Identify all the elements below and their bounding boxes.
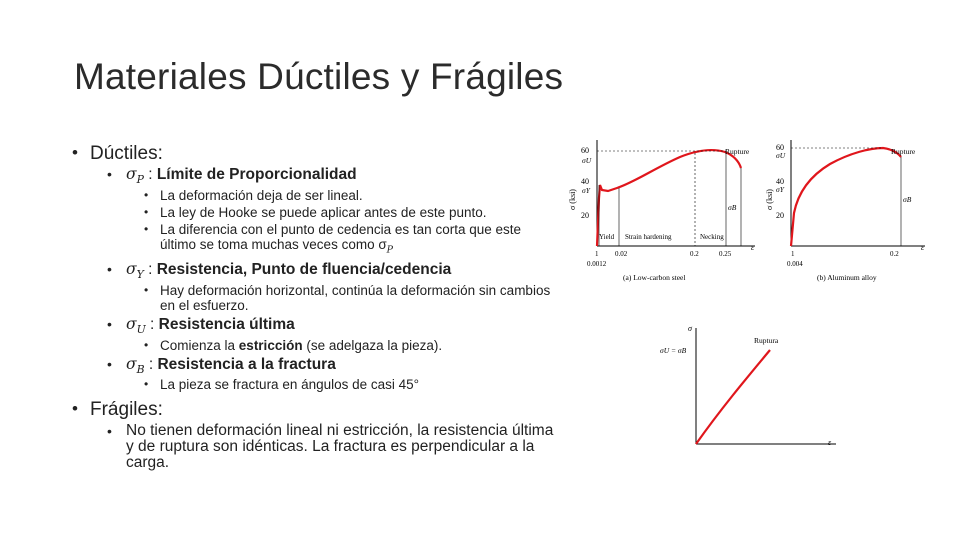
a-xtick-origin: 1: [595, 250, 599, 258]
figure-low-carbon-steel: [565, 138, 760, 288]
bullet-u-1: • Comienza la estricción (se adelgaza la pieza).: [70, 338, 560, 353]
a-ytick-20: 20: [581, 211, 589, 220]
bullet-p-3: • La diferencia con el punto de cedencia es tan corta que este último se toma muchas veces como $\sigma_P$: [70, 222, 560, 258]
b-caption: (b) Aluminum alloy: [817, 273, 877, 282]
c-rupture-label: Ruptura: [754, 336, 779, 345]
c-xaxis-label: ε: [828, 438, 832, 447]
bullet-b-1: • La pieza se fractura en ángulos de casi 45°: [70, 377, 560, 392]
a-ytick-40: 40: [581, 177, 589, 186]
a-xtick-02: 0.2: [690, 250, 699, 258]
b-xaxis-label: ε: [921, 243, 925, 252]
a-rupture-label: Rupture: [725, 147, 750, 156]
a-ytick-60: 60: [581, 146, 589, 155]
sigma-p-text: Límite de Proporcionalidad: [156, 166, 357, 183]
b-ytick-60: 60: [776, 143, 784, 152]
a-xaxis-label: ε: [751, 243, 755, 252]
fragiles-label: Frágiles:: [90, 399, 163, 421]
sigma-u-symbol: $\sigma_U$: [126, 314, 146, 336]
bullet-sigma-u: • $\sigma_U$ : Resistencia última: [70, 317, 560, 336]
b-xtick-origin: 1: [791, 250, 795, 258]
a-sym-u: σU: [582, 156, 592, 165]
c-yaxis-label: σ: [688, 324, 692, 333]
ductiles-label: Dúctiles:: [90, 143, 163, 164]
a-yaxis-label: σ (ksi): [568, 189, 577, 210]
bullet-sigma-y: • $\sigma_Y$ : Resistencia, Punto de fluencia/cedencia: [70, 262, 560, 281]
b-sym-u: σU: [776, 151, 786, 160]
a-region-necking: Necking: [700, 233, 724, 241]
a-region-strain: Strain hardening: [625, 233, 672, 241]
a-caption: (a) Low-carbon steel: [623, 273, 686, 282]
figure-brittle: [650, 320, 840, 450]
a-xtick-first: 0.0012: [587, 260, 607, 268]
bullet-fragiles: [70, 400, 560, 419]
bullet-sigma-p: • $\sigma_P$ : Límite de Proporcionalidad: [70, 167, 560, 186]
bullet-y-1: • Hay deformación horizontal, continúa la deformación sin cambios en el esfuerzo.: [70, 283, 560, 313]
c-stress-curve: [696, 350, 770, 444]
c-sym-eq: σU = σB: [660, 346, 687, 355]
sigma-b-symbol: $\sigma_B$: [126, 354, 145, 376]
sigma-y-symbol: $\sigma_Y$: [126, 259, 144, 281]
figure-aluminum-alloy: [765, 138, 930, 288]
bullet-p-2: • La ley de Hooke se puede aplicar antes de este punto.: [70, 205, 560, 220]
a-sym-y: σY: [582, 186, 590, 195]
b-sym-b: σB: [903, 195, 912, 204]
a-region-yield: Yield: [599, 233, 615, 241]
a-stress-curve: [597, 150, 741, 246]
sigma-y-text: Resistencia, Punto de fluencia/cedencia: [156, 260, 452, 278]
sigma-u-text: Resistencia última: [158, 315, 295, 333]
sigma-p-symbol: $\sigma_P$: [126, 165, 144, 187]
bullet-p-1: • La deformación deja de ser lineal.: [70, 188, 560, 203]
bullet-ductiles: [70, 144, 560, 163]
b-yaxis-label: σ (ksi): [765, 189, 774, 210]
slide-title: Materiales Dúctiles y Frágiles: [74, 56, 564, 97]
bullet-sigma-b: • $\sigma_B$ : Resistencia a la fractura: [70, 357, 560, 376]
a-sym-b: σB: [728, 203, 737, 212]
b-stress-curve: [791, 148, 901, 246]
a-xtick-025: 0.25: [719, 250, 732, 258]
b-xtick-first: 0.004: [787, 260, 803, 268]
bullet-fragil-1: • No tienen deformación lineal ni estricción, la resistencia última y de ruptura son idénticas. La fractura es perpendicular a la carga.: [70, 423, 560, 471]
slide-content: [70, 142, 560, 471]
b-rupture-label: Rupture: [891, 147, 916, 156]
b-xtick-02: 0.2: [890, 250, 899, 258]
b-ytick-20: 20: [776, 211, 784, 220]
b-ytick-40: 40: [776, 177, 784, 186]
a-xtick-002: 0.02: [615, 250, 628, 258]
sigma-b-text: Resistencia a la fractura: [157, 355, 336, 373]
b-sym-y: σY: [776, 185, 784, 194]
